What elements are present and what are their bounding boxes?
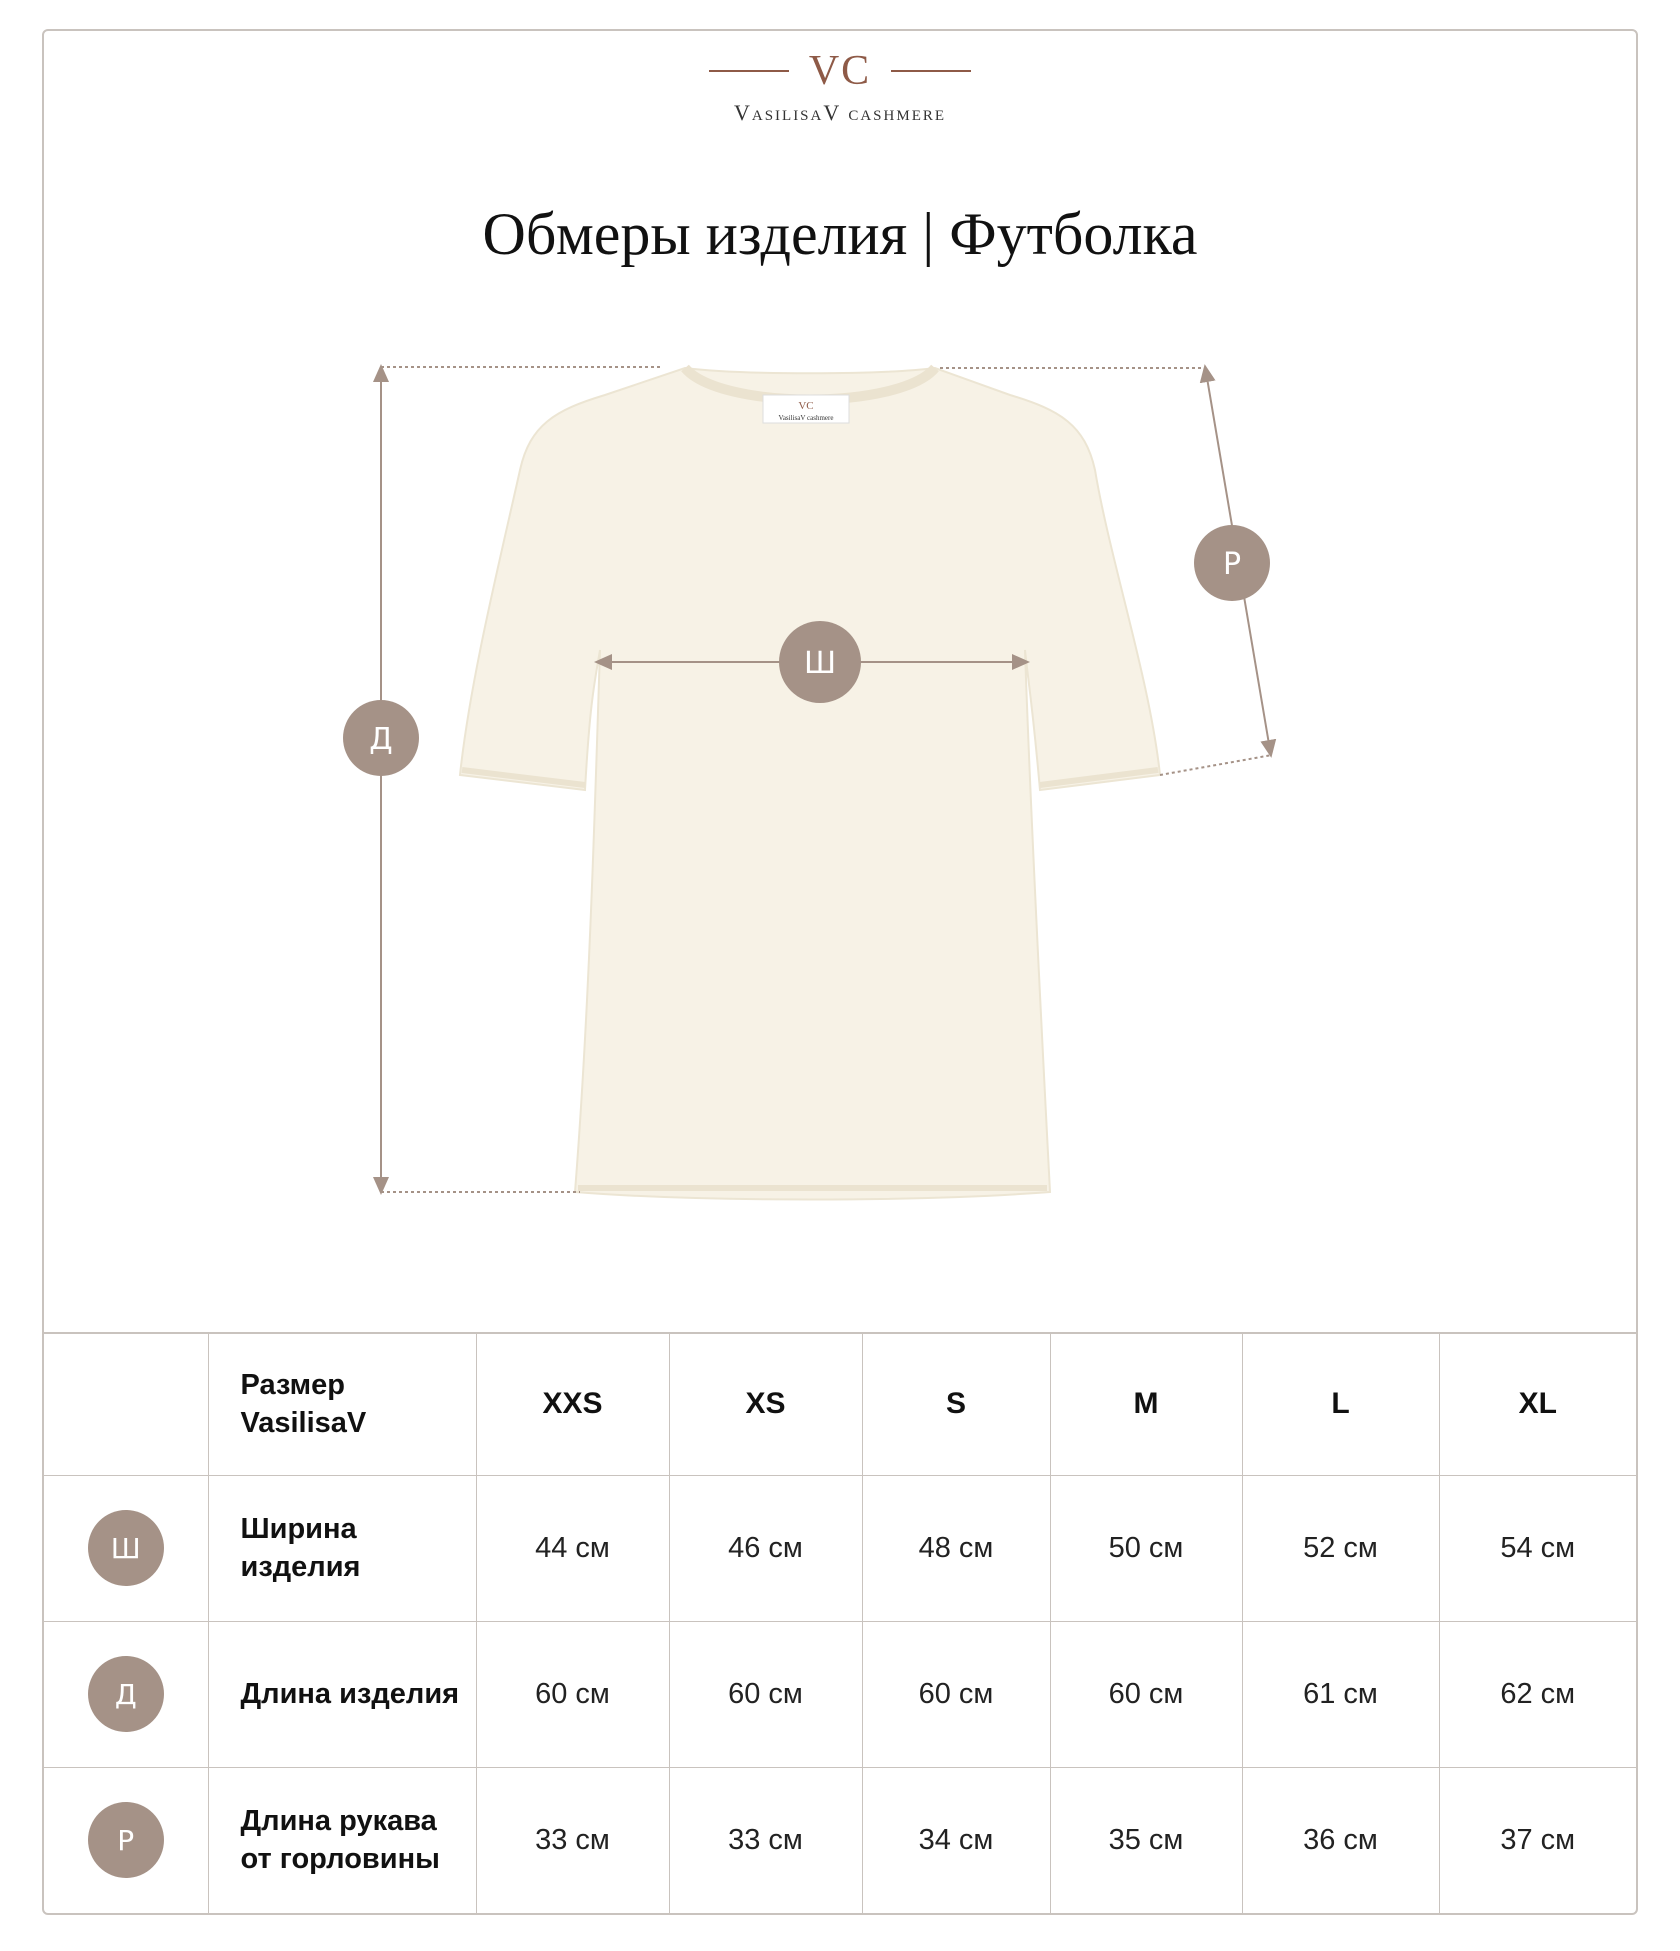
header-size-label: Размер VasilisaV: [208, 1333, 476, 1475]
logo-rule-right: [891, 70, 971, 72]
table-cell: 44 см: [476, 1475, 669, 1621]
length-badge-letter: Д: [369, 722, 393, 757]
row-badge-cell: [44, 1475, 208, 1621]
table-cell: 35 см: [1050, 1767, 1242, 1913]
table-cell: 62 см: [1439, 1621, 1636, 1767]
size-m: M: [1050, 1333, 1242, 1475]
row-label: Ширина изделия: [208, 1475, 476, 1621]
table-cell: 60 см: [669, 1621, 862, 1767]
sleeve-guide-bottom: [1160, 755, 1272, 775]
table-cell: 36 см: [1242, 1767, 1439, 1913]
table-cell: 34 см: [862, 1767, 1050, 1913]
table-cell: 61 см: [1242, 1621, 1439, 1767]
table-cell: 54 см: [1439, 1475, 1636, 1621]
size-l: L: [1242, 1333, 1439, 1475]
garment-diagram: [0, 340, 1680, 1220]
width-row-badge: Ш: [88, 1510, 164, 1586]
table-cell: 60 см: [862, 1621, 1050, 1767]
table-cell: 33 см: [476, 1767, 669, 1913]
size-s: S: [862, 1333, 1050, 1475]
table-cell: 50 см: [1050, 1475, 1242, 1621]
table-cell: 60 см: [1050, 1621, 1242, 1767]
table-cell: 48 см: [862, 1475, 1050, 1621]
sleeve-badge-letter: Р: [1222, 547, 1242, 582]
table-cell: 60 см: [476, 1621, 669, 1767]
length-row-badge: Д: [88, 1656, 164, 1732]
size-table: [44, 1332, 1636, 1913]
garment-label-name: VasilisaV cashmere: [778, 414, 834, 422]
table-row: [44, 1475, 1636, 1621]
size-xxs: XXS: [476, 1333, 669, 1475]
logo-monogram: VC: [808, 48, 872, 94]
row-badge-cell: [44, 1621, 208, 1767]
logo-mark: [0, 48, 1680, 94]
header-empty-cell: [44, 1333, 208, 1475]
row-label: Длина изделия: [208, 1621, 476, 1767]
width-badge-letter: Ш: [803, 646, 837, 681]
size-xs: XS: [669, 1333, 862, 1475]
size-table-header-row: [44, 1333, 1636, 1475]
logo-brand-name: VasilisaV cashmere: [733, 100, 947, 125]
table-cell: 52 см: [1242, 1475, 1439, 1621]
garment-label-monogram: VC: [798, 400, 814, 412]
logo-rule-left: [709, 70, 789, 72]
brand-logo: [0, 48, 1680, 126]
size-xl: XL: [1439, 1333, 1636, 1475]
table-cell: 46 см: [669, 1475, 862, 1621]
row-badge-cell: [44, 1767, 208, 1913]
row-label: Длина рукава от горловины: [208, 1767, 476, 1913]
page-title: Обмеры изделия | Футболка: [482, 201, 1198, 267]
table-row: [44, 1767, 1636, 1913]
table-row: [44, 1621, 1636, 1767]
table-cell: 37 см: [1439, 1767, 1636, 1913]
sleeve-row-badge: Р: [88, 1802, 164, 1878]
table-cell: 33 см: [669, 1767, 862, 1913]
